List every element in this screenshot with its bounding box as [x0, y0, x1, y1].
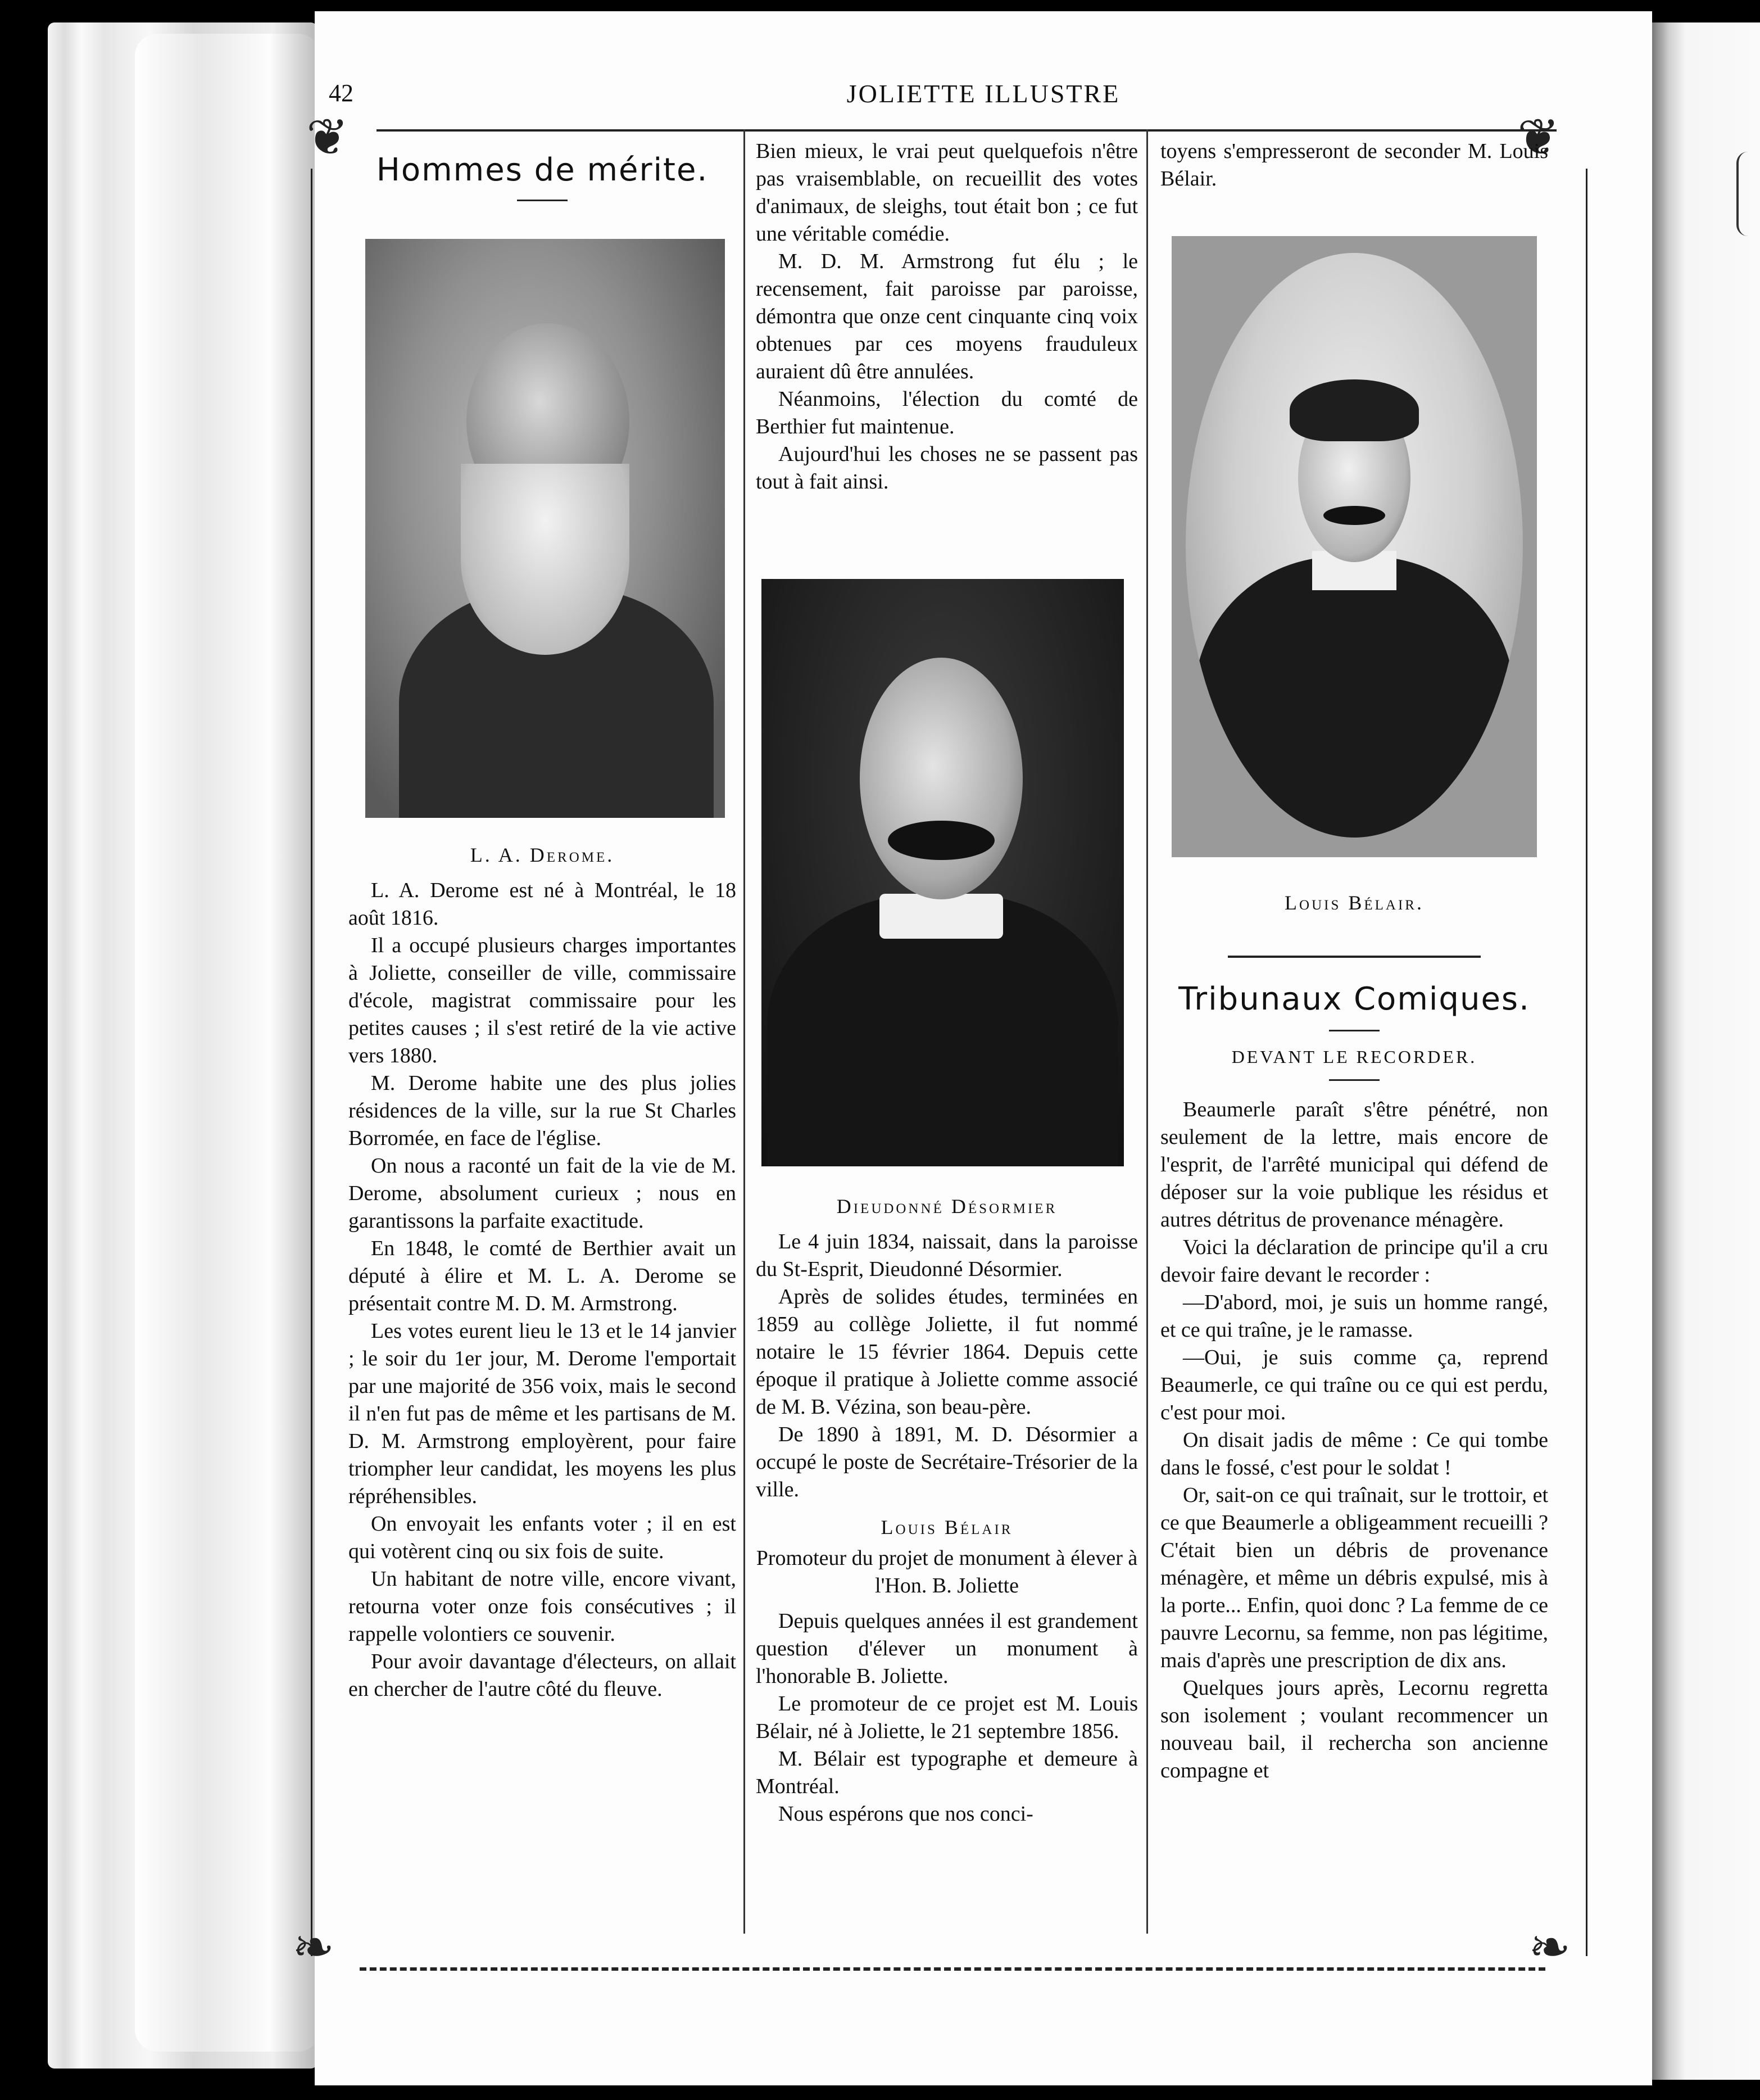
portrait-derome	[365, 239, 725, 818]
paragraph: Le 4 juin 1834, naissait, dans la paroisse du St-Esprit, Dieudonné Désormier.	[756, 1230, 1138, 1281]
article-heading-hommes-de-merite: Hommes de mérite.	[376, 152, 709, 188]
page-header	[329, 79, 1638, 112]
ornament-top-left-icon: ❦	[306, 108, 349, 167]
portrait-derome-beard	[461, 464, 629, 655]
paragraph: M. D. M. Armstrong fut élu ; le recensement, fait paroisse par paroisse, démontra que onze cent cinquante cinq voix obtenues par ces moyens frauduleux auraient dû être annulées.	[756, 250, 1138, 383]
facing-page-ornament	[1736, 152, 1760, 236]
column-3-top-text	[1160, 138, 1548, 193]
paragraph: Quelques jours après, Lecornu regretta son isolement ; voulant recommencer un nouveau bail, il rechercha son ancienne compagne et	[1160, 1676, 1548, 1782]
ornament-bottom-left-icon: ❧	[292, 1918, 335, 1977]
frame-bottom-rule	[360, 1967, 1545, 1971]
portrait-desormier-collar	[879, 894, 1003, 939]
paragraph: Or, sait-on ce qui traînait, sur le trottoir, et ce que Beaumerle a obligeamment recueilli ? C'était bien un débris de provenance ménagère, et même un débris expulsé, mis à la porte... Enfin, quoi donc ? La femme de ce pauvre Lecornu, sa femme, non pas légitime, mais d'après une prescription de dix ans.	[1160, 1483, 1548, 1672]
column-2-top-text	[756, 138, 1138, 496]
column-1-text	[348, 877, 736, 1703]
subheading-underline	[1329, 1079, 1380, 1081]
caption-desormier: Dieudonné Désormier	[836, 1195, 1058, 1218]
paragraph: On nous a raconté un fait de la vie de M. Derome, absolument curieux ; nous en garantissons la parfaite exactitude.	[348, 1154, 736, 1233]
frame-right-rule	[1586, 169, 1587, 1956]
article-heading-tribunaux-comiques: Tribunaux Comiques.	[1178, 981, 1530, 1017]
paragraph: En 1848, le comté de Berthier avait un député à élire et M. L. A. Derome se présentait contre M. D. M. Armstrong.	[348, 1237, 736, 1315]
caption-derome: L. A. Derome.	[470, 844, 615, 866]
paragraph: Voici la déclaration de principe qu'il a cru devoir faire devant le recorder :	[1160, 1235, 1548, 1287]
paragraph: Néanmoins, l'élection du comté de Berthier fut maintenue.	[756, 387, 1138, 438]
paragraph: —D'abord, moi, je suis un homme rangé, et ce qui traîne, je le ramasse.	[1160, 1291, 1548, 1342]
heading-underline	[1329, 1030, 1380, 1031]
facing-page-edge	[1652, 22, 1760, 2080]
page-number: 42	[329, 79, 353, 107]
column-rule-2	[1146, 129, 1148, 1934]
portrait-desormier-mustache	[888, 821, 995, 860]
section-divider	[1228, 956, 1481, 958]
paragraph: Bien mieux, le vrai peut quelquefois n'être pas vraisemblable, on recueillit des votes d'animaux, de sleighs, tout était bon ; ce fut une véritable comédie.	[756, 139, 1138, 246]
frame-left-rule	[311, 169, 312, 1956]
subheading-devant-le-recorder: DEVANT LE RECORDER.	[1231, 1047, 1477, 1067]
frame-top-rule	[377, 129, 1557, 132]
heading-underline	[517, 200, 568, 201]
paragraph: M. Bélair est typographe et demeure à Montréal.	[756, 1747, 1138, 1798]
paragraph: Les votes eurent lieu le 13 et le 14 janvier ; le soir du 1er jour, M. Derome l'emportait par une majorité de 356 voix, mais le second il n'en fut pas de même et les partisans de M. D. M. Armstrong employèrent, pour faire triompher leur candidat, les moyens les plus répréhensibles.	[348, 1319, 736, 1508]
portrait-desormier-head	[860, 658, 1023, 899]
column-rule-1	[743, 129, 745, 1934]
paragraph: Après de solides études, terminées en 1859 au collège Joliette, il fut nommé notaire le 15 février 1864. Depuis cette époque il pratique à Joliette comme associé de M. B. Vézina, son beau-père.	[756, 1285, 1138, 1419]
paragraph: —Oui, je suis comme ça, reprend Beaumerle, ce qui traîne ou ce qui est perdu, c'est pour moi.	[1160, 1346, 1548, 1424]
paragraph: Il a occupé plusieurs charges importantes à Joliette, conseiller de ville, commissaire d'école, magistrat commissaire pour les petites causes ; il s'est retiré de la vie active vers 1880.	[348, 934, 736, 1067]
portrait-belair-frame	[1172, 236, 1537, 857]
ornament-bottom-right-icon: ❧	[1528, 1918, 1571, 1977]
paragraph: toyens s'empresseront de seconder M. Louis Bélair.	[1160, 139, 1548, 191]
paragraph: Aujourd'hui les choses ne se passent pas tout à fait ainsi.	[756, 442, 1138, 494]
paragraph: On envoyait les enfants voter ; il en est qui votèrent cinq ou six fois de suite.	[348, 1512, 736, 1563]
portrait-belair-mustache	[1323, 506, 1385, 525]
paragraph: On disait jadis de même : Ce qui tombe dans le fossé, c'est pour le soldat !	[1160, 1428, 1548, 1479]
ornament-top-right-icon: ❦	[1517, 108, 1560, 167]
subheading-promoteur: Promoteur du projet de monument à élever à l'Hon. B. Joliette	[756, 1546, 1138, 1597]
paragraph: Le promoteur de ce projet est M. Louis Bélair, né à Joliette, le 21 septembre 1856.	[756, 1692, 1138, 1743]
paragraph: Depuis quelques années il est grandement question d'élever un monument à l'honorable B. Joliette.	[756, 1609, 1138, 1688]
paragraph: Pour avoir davantage d'électeurs, on allait en chercher de l'autre côté du fleuve.	[348, 1650, 736, 1701]
paragraph: De 1890 à 1891, M. D. Désormier a occupé le poste de Secrétaire-Trésorier de la ville.	[756, 1423, 1138, 1501]
paragraph: L. A. Derome est né à Montréal, le 18 août 1816.	[348, 879, 736, 930]
portrait-desormier	[761, 579, 1124, 1166]
column-2-bottom-text	[756, 1228, 1138, 1828]
running-title: JOLIETTE ILLUSTRE	[846, 79, 1121, 108]
portrait-belair-coat	[1194, 556, 1514, 838]
paragraph: Nous espérons que nos conci-	[778, 1802, 1033, 1826]
column-3-bottom-text	[1160, 1096, 1548, 1785]
paragraph: Un habitant de notre ville, encore vivant, retourna voter onze fois consécutives ; il rappelle volontiers ce souvenir.	[348, 1567, 736, 1646]
paragraph: Beaumerle paraît s'être pénétré, non seulement de la lettre, mais encore de l'esprit, de l'arrêté municipal qui défend de déposer sur la voie publique les résidus et autres détritus de provenance ménagère.	[1160, 1098, 1548, 1232]
portrait-belair	[1186, 253, 1523, 838]
subheading-louis-belair: Louis Bélair	[881, 1516, 1013, 1538]
caption-belair: Louis Bélair.	[1285, 891, 1424, 914]
paragraph: M. Derome habite une des plus jolies résidences de la ville, sur la rue St Charles Borromée, en face de l'église.	[348, 1071, 736, 1150]
book-page-curl	[135, 34, 320, 2052]
portrait-belair-hair	[1290, 379, 1419, 441]
